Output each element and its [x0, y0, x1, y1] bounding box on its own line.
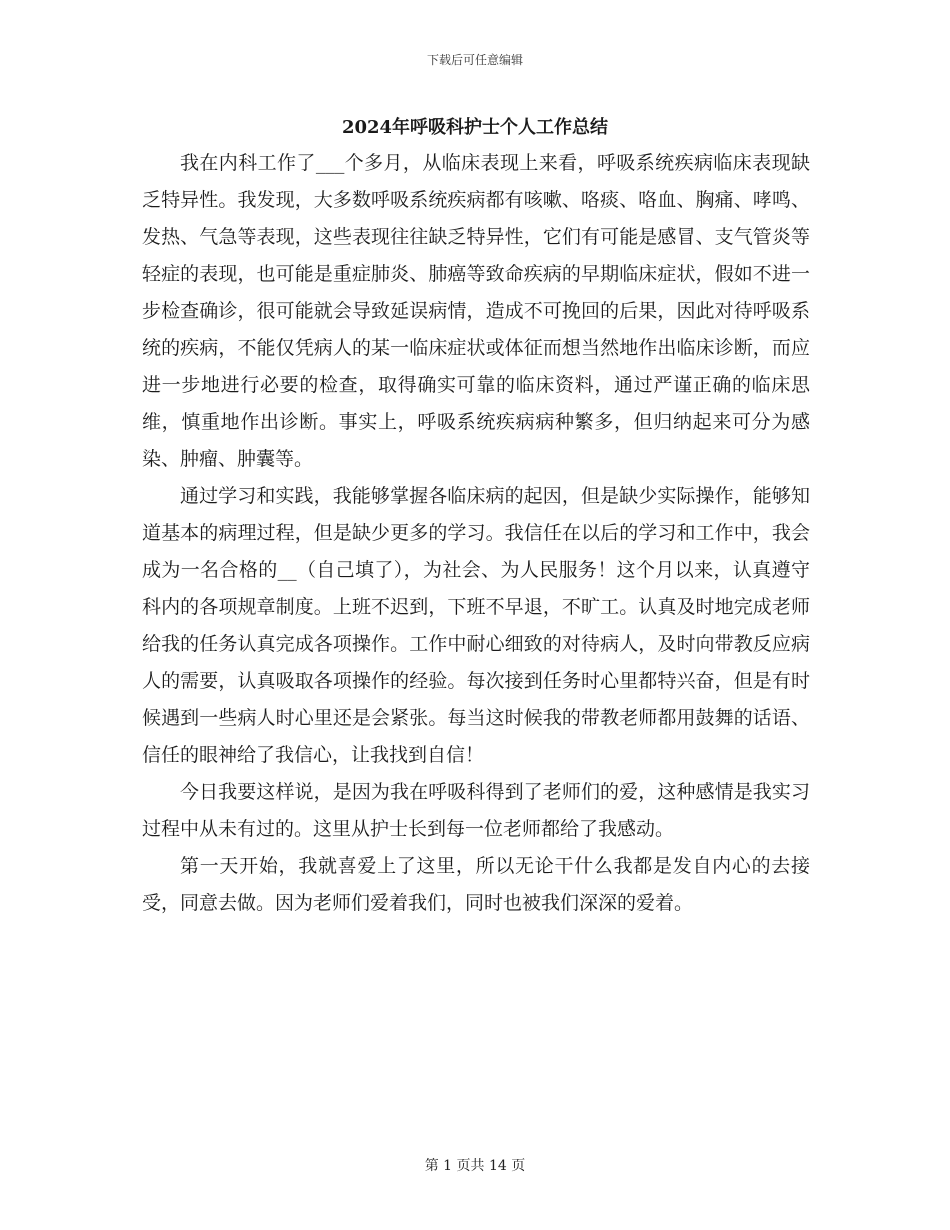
paragraph-3: 今日我要这样说，是因为我在呼吸科得到了老师们的爱，这种感情是我实习过程中从未有过的。这里从护士长到每一位老师都给了我感动。: [142, 781, 810, 840]
page-number: 第 1 页共 14 页: [424, 1158, 526, 1174]
document-title: 2024年呼吸科护士个人工作总结: [341, 117, 609, 138]
paragraph-1: 我在内科工作了___个多月，从临床表现上来看，呼吸系统疾病临床表现缺乏特异性。我发现，大多数呼吸系统疾病都有咳嗽、咯痰、咯血、胸痛、哮鸣、发热、气急等表现，这些表现往往缺乏特异性，它们有可能是感冒、支气管炎等轻症的表现，也可能是重症肺炎、肺癌等致命疾病的早期临床症状，假如不进一步检查确诊，很可能就会导致延误病情，造成不可挽回的后果，因此对待呼吸系统的疾病，不能仅凭病人的某一临床症状或体征而想当然地作出临床诊断，而应进一步地进行必要的检查，取得确实可靠的临床资料，通过严谨正确的临床思维，慎重地作出诊断。事实上，呼吸系统疾病病种繁多，但归纳起来可分为感染、肿瘤、肿囊等。: [142, 152, 810, 470]
paragraph-4: 第一天开始，我就喜爱上了这里，所以无论干什么我都是发自内心的去接受，同意去做。因为老师们爱着我们，同时也被我们深深的爱着。: [142, 855, 810, 914]
paragraph-2: 通过学习和实践，我能够掌握各临床病的起因，但是缺少实际操作，能够知道基本的病理过程，但是缺少更多的学习。我信任在以后的学习和工作中，我会成为一名合格的__（自己填了），为社会、为人民服务！这个月以来，认真遵守科内的各项规章制度。上班不迟到，下班不早退，不旷工。认真及时地完成老师给我的任务认真完成各项操作。工作中耐心细致的对待病人，及时向带教反应病人的需要，认真吸取各项操作的经验。每次接到任务时心里都特兴奋，但是有时候遇到一些病人时心里还是会紧张。每当这时候我的带教老师都用鼓舞的话语、信任的眼神给了我信心，让我找到自信！: [142, 485, 810, 766]
header-note: 下载后可任意编辑: [426, 53, 523, 67]
document-body: [142, 145, 810, 922]
